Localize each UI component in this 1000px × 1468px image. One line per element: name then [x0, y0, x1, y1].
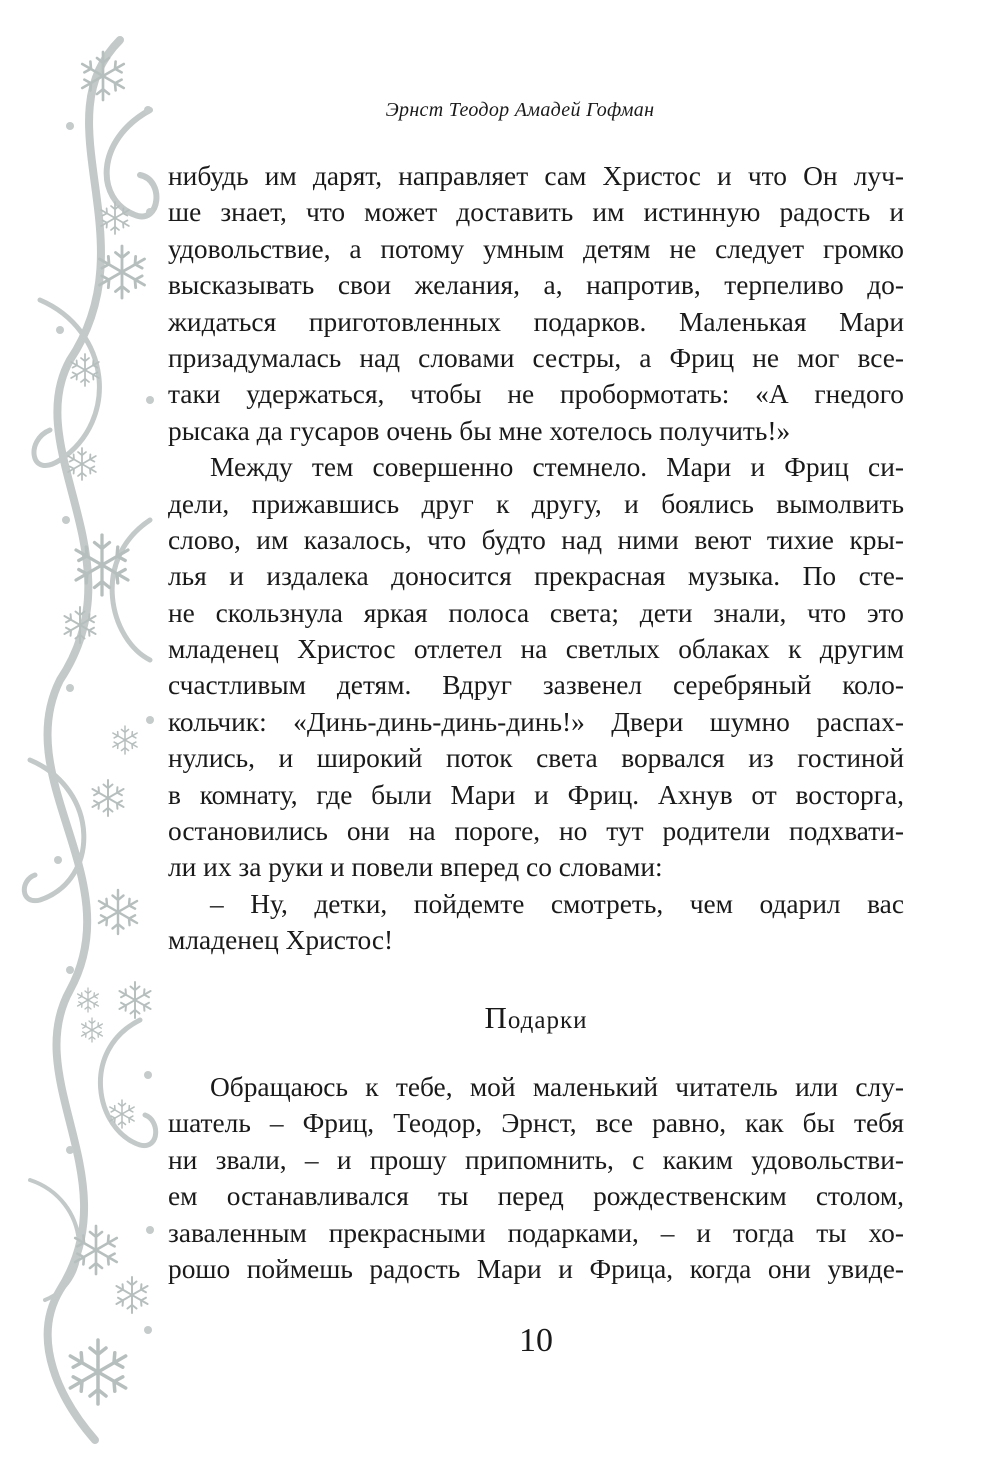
text-line: нибудь им дарят, направляет сам Христос и что Он луч- — [168, 161, 904, 191]
text-line: в комнату, где были Мари и Фриц. Ахнув от восторга, — [168, 779, 904, 810]
text-line: лья и издалека доносится прекрасная музыка. По сте- — [168, 561, 904, 592]
text-line: не скользнула яркая полоса света; дети знали, что это — [168, 597, 904, 628]
text-line: слово, им казалось, что будто над ними веют тихие кры- — [168, 524, 904, 555]
text-line: – Ну, детки, пойдемте смотреть, чем одарил вас — [210, 888, 904, 919]
text-line: остановились они на пороге, но тут родители подхвати- — [168, 816, 904, 847]
chapter-title-rest: одарки — [507, 1007, 588, 1034]
text-line: высказывать свои желания, а, напротив, терпеливо до- — [168, 270, 904, 301]
running-header-author: Эрнст Теодор Амадей Гофман — [385, 99, 655, 121]
page-number: 10 — [519, 1322, 553, 1359]
body-text-section-1 — [168, 158, 904, 959]
text-line: счастливым детям. Вдруг зазвенел серебряный коло- — [168, 670, 904, 701]
text-line: ни звали, – и прошу припомнить, с каким удовольстви- — [168, 1144, 904, 1175]
text-line: Обращаюсь к тебе, мой маленький читатель или слу- — [210, 1072, 904, 1102]
chapter-title-initial: П — [484, 1000, 508, 1035]
chapter-title — [168, 1000, 904, 1036]
text-line: ше знает, что может доставить им истинную радость и — [168, 197, 904, 228]
text-line: младенец Христос! — [168, 925, 394, 956]
text-line: рысака да гусаров очень бы мне хотелось получить!» — [168, 415, 791, 446]
text-line: нулись, и широкий поток света ворвался из гостиной — [168, 743, 904, 774]
text-line: призадумалась над словами сестры, а Фриц не мог все- — [168, 342, 904, 373]
text-line: дели, прижавшись друг к другу, и боялись вымолвить — [168, 488, 904, 519]
text-line: ли их за руки и повели вперед со словами: — [168, 852, 663, 883]
text-line: заваленным прекрасными подарками, – и тогда ты хо- — [168, 1217, 904, 1248]
text-line: младенец Христос отлетел на светлых облаках к другим — [168, 634, 904, 665]
text-line: шатель – Фриц, Теодор, Эрнст, все равно, как бы тебя — [168, 1108, 904, 1139]
snowflake-border-ornament — [0, 0, 170, 1468]
text-line: жидаться приготовленных подарков. Маленькая Мари — [168, 306, 904, 337]
body-text-section-2 — [168, 1069, 904, 1287]
text-line: ем останавливался ты перед рождественским столом, — [168, 1181, 904, 1212]
text-line: кольчик: «Динь-динь-динь-динь!» Двери шумно распах- — [168, 706, 904, 737]
text-line: Между тем совершенно стемнело. Мари и Фриц си- — [210, 452, 904, 483]
text-line: удовольствие, а потому умным детям не следует громко — [168, 233, 904, 264]
text-line: таки удержаться, чтобы не пробормотать: «А гнедого — [168, 379, 904, 410]
text-line: рошо поймешь радость Мари и Фрица, когда они увиде- — [168, 1253, 904, 1284]
